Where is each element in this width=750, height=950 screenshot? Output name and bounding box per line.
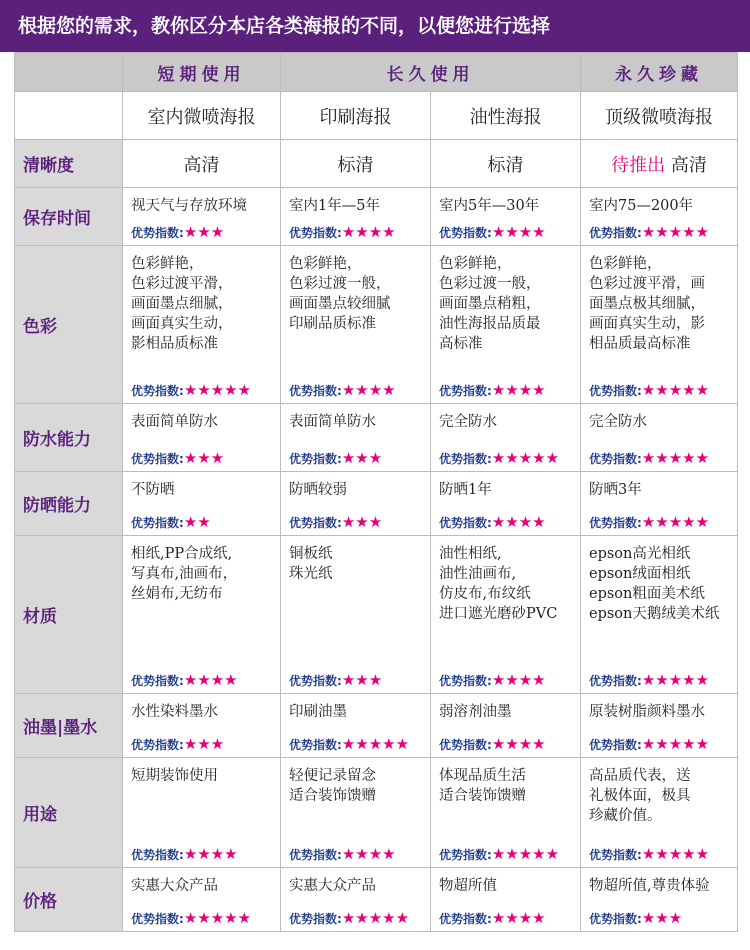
star-rating-icon: ★★★★ — [341, 845, 396, 863]
feature-cell — [281, 472, 431, 536]
advantage-rating — [289, 909, 409, 927]
advantage-rating — [439, 735, 546, 753]
advantage-rating — [439, 671, 546, 689]
feature-cell — [281, 246, 431, 404]
rating-label: 优势指数: — [589, 674, 642, 688]
cell-text: 弱溶剂油墨 — [439, 704, 512, 720]
cell-text: 防晒较弱 — [289, 482, 347, 498]
cell-text: 水性染料墨水 — [131, 704, 218, 720]
product-name: 印刷海报 — [281, 92, 431, 140]
rating-label: 优势指数: — [589, 452, 642, 466]
pending-badge: 待推出 — [611, 154, 666, 176]
cell-content — [123, 472, 280, 535]
advantage-rating — [289, 223, 396, 241]
star-rating-icon: ★★★★★ — [641, 671, 710, 689]
rating-label: 优势指数: — [439, 384, 492, 398]
feature-cell — [123, 758, 281, 868]
feature-cell — [123, 472, 281, 536]
header-permanent: 永久珍藏 — [581, 53, 738, 92]
feature-cell — [281, 536, 431, 694]
cell-content — [431, 188, 580, 245]
cell-text: 物超所值 — [439, 878, 497, 894]
row-label: 色彩 — [15, 246, 123, 404]
cell-content — [581, 246, 737, 403]
rating-label: 优势指数: — [439, 226, 492, 240]
cell-text: 防晒1年 — [439, 482, 492, 498]
feature-cell — [431, 188, 581, 246]
rating-label: 优势指数: — [439, 912, 492, 926]
feature-row — [15, 868, 738, 932]
comparison-table — [14, 52, 738, 932]
advantage-rating — [589, 735, 709, 753]
cell-content — [431, 868, 580, 931]
advantage-rating — [131, 381, 251, 399]
cell-content — [581, 404, 737, 471]
rating-label: 优势指数: — [131, 516, 184, 530]
feature-cell — [431, 536, 581, 694]
feature-cell — [581, 694, 738, 758]
product-row — [15, 92, 738, 140]
feature-row — [15, 246, 738, 404]
rating-label: 优势指数: — [289, 226, 342, 240]
star-rating-icon: ★★★★★ — [641, 223, 710, 241]
feature-cell — [581, 404, 738, 472]
advantage-rating — [289, 845, 396, 863]
advantage-rating — [439, 513, 546, 531]
star-rating-icon: ★★★ — [341, 671, 383, 689]
cell-content — [123, 868, 280, 931]
cell-text: 高品质代表，送 礼极体面，极具 珍藏价值。 — [589, 768, 691, 824]
feature-cell — [123, 246, 281, 404]
clarity-value: 高清 — [123, 140, 281, 188]
cell-content — [123, 404, 280, 471]
cell-text: 实惠大众产品 — [289, 878, 376, 894]
advantage-rating — [131, 449, 224, 467]
rating-label: 优势指数: — [289, 674, 342, 688]
cell-content — [431, 246, 580, 403]
advantage-rating — [131, 845, 238, 863]
feature-cell — [581, 472, 738, 536]
row-label: 防水能力 — [15, 404, 123, 472]
rating-label: 优势指数: — [589, 912, 642, 926]
cell-content — [581, 694, 737, 757]
star-rating-icon: ★★★★ — [341, 223, 396, 241]
star-rating-icon: ★★★★ — [491, 381, 546, 399]
star-rating-icon: ★★★★★ — [183, 381, 252, 399]
cell-content — [431, 758, 580, 867]
cell-text: 表面简单防水 — [131, 414, 218, 430]
advantage-rating — [131, 909, 251, 927]
advantage-rating — [131, 223, 224, 241]
rating-label: 优势指数: — [439, 516, 492, 530]
feature-cell — [123, 694, 281, 758]
clarity-value: 标清 — [281, 140, 431, 188]
rating-label: 优势指数: — [589, 384, 642, 398]
advantage-rating — [589, 671, 709, 689]
feature-row — [15, 188, 738, 246]
star-rating-icon: ★★★★ — [491, 671, 546, 689]
feature-row — [15, 404, 738, 472]
rating-label: 优势指数: — [289, 912, 342, 926]
star-rating-icon: ★★★★ — [183, 845, 238, 863]
row-label: 材质 — [15, 536, 123, 694]
cell-text: 色彩鲜艳， 色彩过渡平滑， 画面墨点细腻， 画面真实生动， 影相品质标准 — [131, 256, 233, 352]
advantage-rating — [439, 909, 546, 927]
product-blank — [15, 92, 123, 140]
cell-content — [281, 758, 430, 867]
cell-content — [281, 188, 430, 245]
cell-text: 印刷油墨 — [289, 704, 347, 720]
rating-label: 优势指数: — [131, 674, 184, 688]
cell-text: 体现品质生活 适合装饰馈赠 — [439, 768, 526, 804]
cell-text: 物超所值,尊贵体验 — [589, 878, 710, 894]
star-rating-icon: ★★★ — [183, 223, 225, 241]
row-label: 油墨|墨水 — [15, 694, 123, 758]
cell-content — [581, 758, 737, 867]
cell-content — [123, 536, 280, 693]
cell-content — [123, 246, 280, 403]
feature-cell — [431, 868, 581, 932]
feature-cell — [281, 758, 431, 868]
advantage-rating — [589, 381, 709, 399]
advantage-rating — [439, 449, 559, 467]
star-rating-icon: ★★★★ — [491, 513, 546, 531]
advantage-rating — [289, 449, 382, 467]
row-label: 防晒能力 — [15, 472, 123, 536]
feature-cell — [281, 694, 431, 758]
star-rating-icon: ★★★★ — [491, 909, 546, 927]
cell-text: 油性相纸, 油性油画布, 仿皮布,布纹纸 进口遮光磨砂PVC — [439, 546, 558, 622]
rating-label: 优势指数: — [589, 848, 642, 862]
cell-content — [581, 188, 737, 245]
advantage-rating — [131, 671, 238, 689]
rating-label: 优势指数: — [289, 848, 342, 862]
rating-label: 优势指数: — [439, 848, 492, 862]
feature-row — [15, 472, 738, 536]
product-name: 顶级微喷海报 — [581, 92, 738, 140]
advantage-rating — [439, 845, 559, 863]
star-rating-icon: ★★★★★ — [641, 381, 710, 399]
cell-content — [123, 758, 280, 867]
star-rating-icon: ★★★★ — [341, 381, 396, 399]
feature-cell — [581, 188, 738, 246]
cell-text: 相纸,PP合成纸, 写真布,油画布， 丝娟布,无纺布 — [131, 546, 238, 602]
star-rating-icon: ★★★★★ — [641, 735, 710, 753]
rating-label: 优势指数: — [589, 738, 642, 752]
row-label: 保存时间 — [15, 188, 123, 246]
cell-content — [431, 404, 580, 471]
star-rating-icon: ★★★ — [183, 449, 225, 467]
advantage-rating — [589, 449, 709, 467]
header-blank — [15, 53, 123, 92]
header-long-term: 长久使用 — [281, 53, 581, 92]
advantage-rating — [589, 513, 709, 531]
feature-cell — [581, 536, 738, 694]
header-short-term: 短期使用 — [123, 53, 281, 92]
star-rating-icon: ★★★★★ — [491, 449, 560, 467]
star-rating-icon: ★★★★★ — [341, 909, 410, 927]
cell-text: 防晒3年 — [589, 482, 642, 498]
cell-text: 短期装饰使用 — [131, 768, 218, 784]
star-rating-icon: ★★★★★ — [491, 845, 560, 863]
cell-content — [123, 694, 280, 757]
rating-label: 优势指数: — [131, 452, 184, 466]
row-label: 价格 — [15, 868, 123, 932]
cell-text: 不防晒 — [131, 482, 175, 498]
cell-content — [581, 868, 737, 931]
cell-text: 色彩鲜艳， 色彩过渡平滑，画 面墨点极其细腻， 画面真实生动，影 相品质最高标准 — [589, 256, 705, 352]
clarity-row — [15, 140, 738, 188]
cell-text: 轻便记录留念 适合装饰馈赠 — [289, 768, 376, 804]
cell-content — [281, 868, 430, 931]
rating-label: 优势指数: — [131, 226, 184, 240]
cell-content — [431, 472, 580, 535]
product-name: 油性海报 — [431, 92, 581, 140]
cell-text: epson高光相纸 epson绒面相纸 epson粗面美术纸 epson天鹅绒美术纸 — [589, 546, 720, 622]
rating-label: 优势指数: — [289, 452, 342, 466]
star-rating-icon: ★★★★★ — [183, 909, 252, 927]
feature-cell — [281, 868, 431, 932]
feature-cell — [431, 758, 581, 868]
rating-label: 优势指数: — [131, 848, 184, 862]
cell-text: 完全防水 — [589, 414, 647, 430]
feature-cell — [123, 188, 281, 246]
product-name: 室内微喷海报 — [123, 92, 281, 140]
cell-content — [581, 536, 737, 693]
feature-cell — [123, 868, 281, 932]
advantage-rating — [589, 845, 709, 863]
cell-content — [431, 536, 580, 693]
advantage-rating — [289, 513, 382, 531]
cell-text: 室内75—200年 — [589, 198, 694, 214]
advantage-rating — [289, 735, 409, 753]
feature-cell — [281, 188, 431, 246]
cell-text: 完全防水 — [439, 414, 497, 430]
clarity-value-premium — [581, 140, 738, 188]
star-rating-icon: ★★★★★ — [641, 845, 710, 863]
rating-label: 优势指数: — [589, 516, 642, 530]
advantage-rating — [589, 223, 709, 241]
row-label: 清晰度 — [15, 140, 123, 188]
advantage-rating — [589, 909, 682, 927]
star-rating-icon: ★★★★★ — [641, 513, 710, 531]
cell-text: 视天气与存放环境 — [131, 198, 247, 214]
advantage-rating — [131, 735, 224, 753]
advantage-rating — [439, 223, 546, 241]
feature-cell — [581, 868, 738, 932]
feature-row — [15, 758, 738, 868]
row-label: 用途 — [15, 758, 123, 868]
advantage-rating — [131, 513, 211, 531]
feature-rows — [15, 188, 738, 932]
feature-cell — [581, 758, 738, 868]
cell-content — [281, 404, 430, 471]
star-rating-icon: ★★★★★ — [341, 735, 410, 753]
feature-cell — [581, 246, 738, 404]
clarity-value: 标清 — [431, 140, 581, 188]
star-rating-icon: ★★★ — [183, 735, 225, 753]
feature-cell — [123, 536, 281, 694]
feature-cell — [431, 246, 581, 404]
cell-text: 室内1年—5年 — [289, 198, 380, 214]
rating-label: 优势指数: — [439, 674, 492, 688]
banner-title: 根据您的需求，教你区分本店各类海报的不同，以便您进行选择 — [0, 0, 750, 52]
rating-label: 优势指数: — [439, 452, 492, 466]
feature-cell — [123, 404, 281, 472]
rating-label: 优势指数: — [131, 912, 184, 926]
star-rating-icon: ★★★ — [341, 513, 383, 531]
star-rating-icon: ★★★ — [641, 909, 683, 927]
cell-text: 色彩鲜艳， 色彩过渡一般， 画面墨点稍粗， 油性海报品质最 高标准 — [439, 256, 541, 352]
star-rating-icon: ★★★★ — [491, 735, 546, 753]
cell-content — [281, 246, 430, 403]
rating-label: 优势指数: — [589, 226, 642, 240]
advantage-rating — [289, 381, 396, 399]
cell-content — [431, 694, 580, 757]
star-rating-icon: ★★★★ — [491, 223, 546, 241]
cell-text: 室内5年—30年 — [439, 198, 540, 214]
star-rating-icon: ★★★★★ — [641, 449, 710, 467]
advantage-rating — [439, 381, 546, 399]
star-rating-icon: ★★★ — [341, 449, 383, 467]
cell-content — [281, 694, 430, 757]
rating-label: 优势指数: — [289, 384, 342, 398]
cell-text: 铜板纸 珠光纸 — [289, 546, 333, 582]
cell-content — [281, 472, 430, 535]
rating-label: 优势指数: — [289, 738, 342, 752]
feature-cell — [281, 404, 431, 472]
star-rating-icon: ★★★★ — [183, 671, 238, 689]
usage-header-row — [15, 53, 738, 92]
feature-cell — [431, 694, 581, 758]
feature-cell — [431, 404, 581, 472]
rating-label: 优势指数: — [289, 516, 342, 530]
rating-label: 优势指数: — [131, 738, 184, 752]
feature-cell — [431, 472, 581, 536]
cell-text: 色彩鲜艳， 色彩过渡一般， 画面墨点较细腻 印刷品质标准 — [289, 256, 391, 332]
feature-row — [15, 536, 738, 694]
cell-content — [123, 188, 280, 245]
rating-label: 优势指数: — [439, 738, 492, 752]
cell-text: 表面简单防水 — [289, 414, 376, 430]
cell-text: 原装树脂颜料墨水 — [589, 704, 705, 720]
feature-row — [15, 694, 738, 758]
rating-label: 优势指数: — [131, 384, 184, 398]
cell-text: 实惠大众产品 — [131, 878, 218, 894]
cell-content — [281, 536, 430, 693]
clarity-value: 高清 — [670, 154, 707, 176]
cell-content — [581, 472, 737, 535]
star-rating-icon: ★★ — [183, 513, 211, 531]
advantage-rating — [289, 671, 382, 689]
